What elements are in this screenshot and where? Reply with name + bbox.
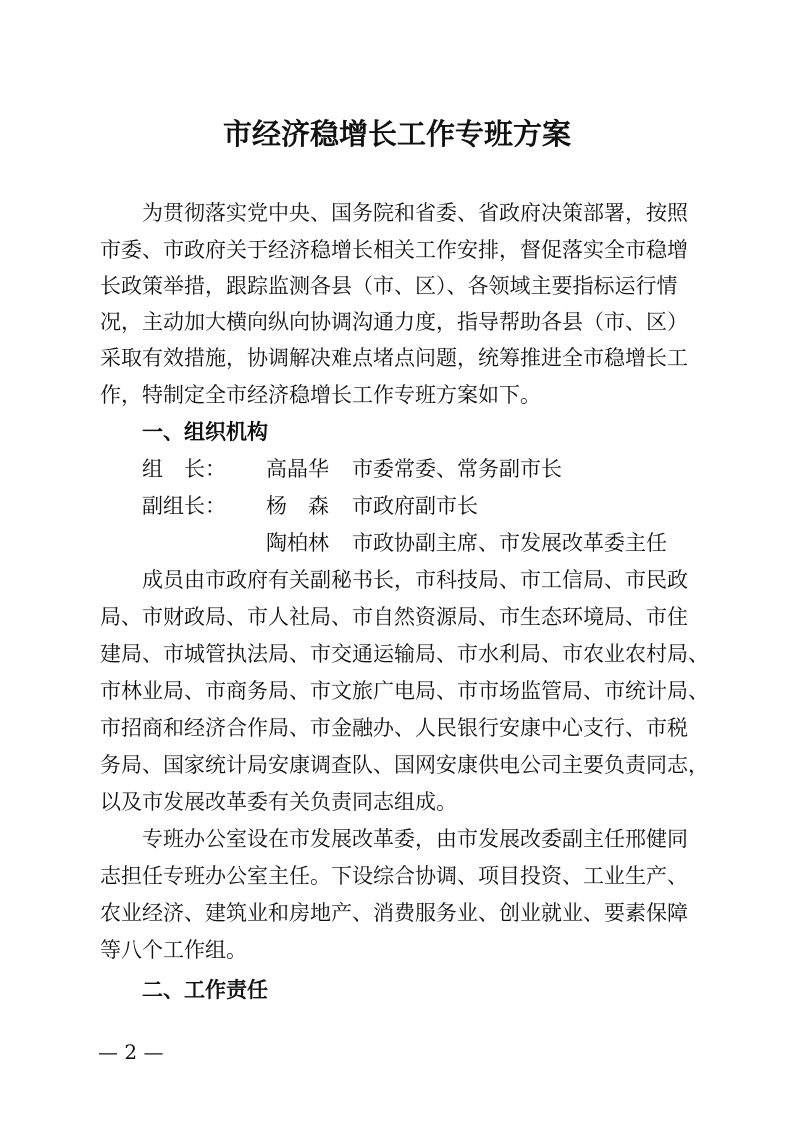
paragraph-1-line: 长政策举措，跟踪监测各县（市、区）、各领域主要指标运行情: [100, 274, 678, 298]
leader-row: [142, 533, 742, 554]
leader-role: 市委常委、常务副市长: [352, 457, 562, 481]
document-title: 市经济稳增长工作专班方案: [222, 117, 571, 151]
paragraph-1-line: 市委、市政府关于经济稳增长相关工作安排，督促落实全市稳增: [100, 238, 688, 262]
office-line: 专班办公室设在市发展改革委，由市发展改委副主任邢健同: [142, 827, 688, 851]
members-line: 局、市财政局、市人社局、市自然资源局、市生态环境局、市住: [100, 605, 688, 629]
office-line: 志担任专班办公室主任。下设综合协调、项目投资、工业生产、: [100, 864, 688, 888]
leader-name: 陶柏林: [266, 531, 329, 555]
members-line: 务局、国家统计局安康调查队、国网安康供电公司主要负责同志，: [100, 753, 709, 777]
leader-role: 市政府副市长: [352, 494, 478, 518]
leader-name: 高晶华: [266, 457, 329, 481]
office-line: 等八个工作组。: [100, 938, 247, 962]
members-line: 市林业局、市商务局、市文旅广电局、市市场监管局、市统计局、: [100, 679, 709, 703]
leader-row: [142, 496, 742, 517]
members-line: 市招商和经济合作局、市金融办、人民银行安康中心支行、市税: [100, 716, 688, 740]
members-line: 建局、市城管执法局、市交通运输局、市水利局、市农业农村局、: [100, 642, 709, 666]
section-2-heading: 二、工作责任: [142, 978, 268, 1002]
leader-row: [142, 459, 742, 480]
members-line: 以及市发展改革委有关负责同志组成。: [100, 790, 457, 814]
paragraph-1-line: 况，主动加大横向纵向协调沟通力度，指导帮助各县（市、区）: [100, 310, 688, 334]
leader-role: 市政协副主席、市发展改革委主任: [352, 531, 667, 555]
page-number: — 2 —: [98, 1040, 164, 1064]
leader-label: 组 长：: [142, 457, 226, 481]
paragraph-1-line: 采取有效措施，协调解决难点堵点问题，统筹推进全市稳增长工: [100, 346, 688, 370]
office-line: 农业经济、建筑业和房地产、消费服务业、创业就业、要素保障: [100, 901, 688, 925]
paragraph-1-line: 为贯彻落实党中央、国务院和省委、省政府决策部署，按照: [142, 201, 688, 225]
leader-label: 副组长：: [142, 494, 226, 518]
leader-name: 杨 森: [266, 494, 329, 518]
paragraph-1-line: 作，特制定全市经济稳增长工作专班方案如下。: [100, 383, 541, 407]
section-1-heading: 一、组织机构: [142, 420, 268, 444]
members-line: 成员由市政府有关副秘书长，市科技局、市工信局、市民政: [142, 568, 688, 592]
